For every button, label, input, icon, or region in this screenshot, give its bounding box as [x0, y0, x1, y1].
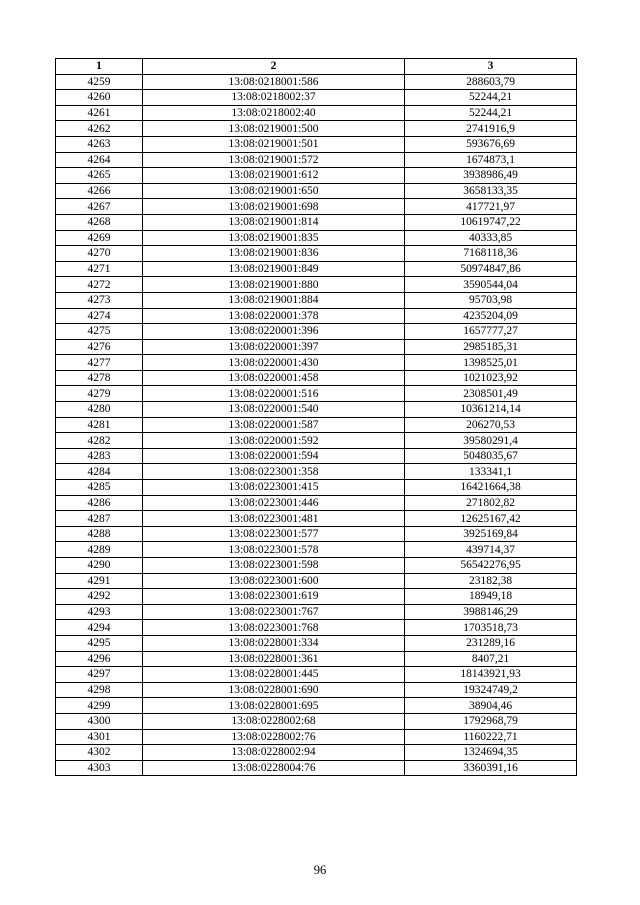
row-number-cell: 4276 [56, 339, 143, 355]
row-number-cell: 4262 [56, 121, 143, 137]
table-row [56, 183, 577, 199]
value-cell: 1160222,71 [405, 729, 577, 745]
cadastral-number-cell: 13:08:0228001:334 [143, 635, 405, 651]
row-number-cell: 4296 [56, 651, 143, 667]
row-number-cell: 4293 [56, 604, 143, 620]
table-row [56, 402, 577, 418]
value-cell: 3938986,49 [405, 168, 577, 184]
table-row [56, 386, 577, 402]
cadastral-number-cell: 13:08:0219001:814 [143, 214, 405, 230]
value-cell: 12625167,42 [405, 511, 577, 527]
cadastral-number-cell: 13:08:0228001:445 [143, 667, 405, 683]
cadastral-number-cell: 13:08:0220001:430 [143, 355, 405, 371]
cadastral-number-cell: 13:08:0219001:880 [143, 277, 405, 293]
cadastral-number-cell: 13:08:0228001:690 [143, 682, 405, 698]
row-number-cell: 4302 [56, 745, 143, 761]
cadastral-number-cell: 13:08:0228002:94 [143, 745, 405, 761]
value-cell: 231289,16 [405, 635, 577, 651]
value-cell: 40333,85 [405, 230, 577, 246]
table-row [56, 339, 577, 355]
cadastral-number-cell: 13:08:0219001:572 [143, 152, 405, 168]
table-row [56, 713, 577, 729]
cadastral-number-cell: 13:08:0223001:358 [143, 464, 405, 480]
cadastral-number-cell: 13:08:0218002:37 [143, 90, 405, 106]
value-cell: 16421664,38 [405, 480, 577, 496]
cadastral-number-cell: 13:08:0223001:415 [143, 480, 405, 496]
table-row [56, 651, 577, 667]
row-number-cell: 4294 [56, 620, 143, 636]
cadastral-number-cell: 13:08:0220001:396 [143, 324, 405, 340]
row-number-cell: 4281 [56, 417, 143, 433]
page-number: 96 [313, 863, 327, 877]
column-header-1: 1 [56, 59, 143, 75]
row-number-cell: 4260 [56, 90, 143, 106]
row-number-cell: 4266 [56, 183, 143, 199]
table-row [56, 698, 577, 714]
table-row [56, 480, 577, 496]
data-table [55, 58, 577, 776]
value-cell: 18143921,93 [405, 667, 577, 683]
value-cell: 19324749,2 [405, 682, 577, 698]
value-cell: 206270,53 [405, 417, 577, 433]
value-cell: 2308501,49 [405, 386, 577, 402]
row-number-cell: 4292 [56, 589, 143, 605]
row-number-cell: 4295 [56, 635, 143, 651]
table-row [56, 448, 577, 464]
cadastral-number-cell: 13:08:0223001:481 [143, 511, 405, 527]
table-row [56, 760, 577, 776]
value-cell: 1657777,27 [405, 324, 577, 340]
row-number-cell: 4264 [56, 152, 143, 168]
value-cell: 38904,46 [405, 698, 577, 714]
row-number-cell: 4275 [56, 324, 143, 340]
value-cell: 18949,18 [405, 589, 577, 605]
row-number-cell: 4265 [56, 168, 143, 184]
table-row [56, 199, 577, 215]
row-number-cell: 4279 [56, 386, 143, 402]
value-cell: 417721,97 [405, 199, 577, 215]
table-row [56, 105, 577, 121]
row-number-cell: 4272 [56, 277, 143, 293]
cadastral-number-cell: 13:08:0219001:849 [143, 261, 405, 277]
value-cell: 5048035,67 [405, 448, 577, 464]
cadastral-number-cell: 13:08:0218001:586 [143, 74, 405, 90]
table-header [56, 59, 577, 75]
row-number-cell: 4303 [56, 760, 143, 776]
row-number-cell: 4288 [56, 526, 143, 542]
value-cell: 2741916,9 [405, 121, 577, 137]
row-number-cell: 4286 [56, 495, 143, 511]
table-row [56, 542, 577, 558]
row-number-cell: 4280 [56, 402, 143, 418]
cadastral-number-cell: 13:08:0228004:76 [143, 760, 405, 776]
row-number-cell: 4285 [56, 480, 143, 496]
table-row [56, 667, 577, 683]
table-row [56, 417, 577, 433]
table-row [56, 355, 577, 371]
cadastral-number-cell: 13:08:0219001:612 [143, 168, 405, 184]
table-row [56, 370, 577, 386]
table-row [56, 136, 577, 152]
cadastral-number-cell: 13:08:0219001:698 [143, 199, 405, 215]
value-cell: 52244,21 [405, 105, 577, 121]
row-number-cell: 4298 [56, 682, 143, 698]
value-cell: 3658133,35 [405, 183, 577, 199]
table-row [56, 635, 577, 651]
cadastral-number-cell: 13:08:0220001:516 [143, 386, 405, 402]
cadastral-number-cell: 13:08:0223001:577 [143, 526, 405, 542]
table-row [56, 620, 577, 636]
header-row [56, 59, 577, 75]
row-number-cell: 4297 [56, 667, 143, 683]
cadastral-number-cell: 13:08:0228001:361 [143, 651, 405, 667]
row-number-cell: 4274 [56, 308, 143, 324]
row-number-cell: 4301 [56, 729, 143, 745]
table-row [56, 558, 577, 574]
table-row [56, 214, 577, 230]
value-cell: 3925169,84 [405, 526, 577, 542]
table-row [56, 573, 577, 589]
row-number-cell: 4291 [56, 573, 143, 589]
cadastral-number-cell: 13:08:0220001:378 [143, 308, 405, 324]
table-row [56, 589, 577, 605]
cadastral-number-cell: 13:08:0223001:768 [143, 620, 405, 636]
table-row [56, 152, 577, 168]
cadastral-number-cell: 13:08:0223001:767 [143, 604, 405, 620]
value-cell: 133341,1 [405, 464, 577, 480]
table-row [56, 433, 577, 449]
value-cell: 1021023,92 [405, 370, 577, 386]
column-header-3: 3 [405, 59, 577, 75]
table-row [56, 168, 577, 184]
table-row [56, 308, 577, 324]
value-cell: 1398525,01 [405, 355, 577, 371]
cadastral-number-cell: 13:08:0223001:446 [143, 495, 405, 511]
row-number-cell: 4283 [56, 448, 143, 464]
table-row [56, 277, 577, 293]
value-cell: 3590544,04 [405, 277, 577, 293]
row-number-cell: 4300 [56, 713, 143, 729]
cadastral-number-cell: 13:08:0223001:578 [143, 542, 405, 558]
value-cell: 50974847,86 [405, 261, 577, 277]
value-cell: 10361214,14 [405, 402, 577, 418]
value-cell: 439714,37 [405, 542, 577, 558]
cadastral-number-cell: 13:08:0223001:598 [143, 558, 405, 574]
row-number-cell: 4277 [56, 355, 143, 371]
cadastral-number-cell: 13:08:0219001:650 [143, 183, 405, 199]
cadastral-number-cell: 13:08:0220001:592 [143, 433, 405, 449]
row-number-cell: 4282 [56, 433, 143, 449]
table-row [56, 526, 577, 542]
value-cell: 39580291,4 [405, 433, 577, 449]
cadastral-number-cell: 13:08:0223001:600 [143, 573, 405, 589]
value-cell: 2985185,31 [405, 339, 577, 355]
table-body [56, 74, 577, 776]
value-cell: 271802,82 [405, 495, 577, 511]
table-row [56, 729, 577, 745]
cadastral-number-cell: 13:08:0220001:594 [143, 448, 405, 464]
table-row [56, 495, 577, 511]
table-row [56, 511, 577, 527]
row-number-cell: 4273 [56, 292, 143, 308]
value-cell: 52244,21 [405, 90, 577, 106]
cadastral-number-cell: 13:08:0219001:500 [143, 121, 405, 137]
table-row [56, 261, 577, 277]
column-header-2: 2 [143, 59, 405, 75]
cadastral-number-cell: 13:08:0219001:501 [143, 136, 405, 152]
cadastral-number-cell: 13:08:0220001:458 [143, 370, 405, 386]
row-number-cell: 4270 [56, 246, 143, 262]
cadastral-number-cell: 13:08:0218002:40 [143, 105, 405, 121]
row-number-cell: 4287 [56, 511, 143, 527]
table-row [56, 464, 577, 480]
row-number-cell: 4259 [56, 74, 143, 90]
value-cell: 3360391,16 [405, 760, 577, 776]
cadastral-number-cell: 13:08:0228002:68 [143, 713, 405, 729]
table-row [56, 292, 577, 308]
table-row [56, 74, 577, 90]
table-row [56, 90, 577, 106]
value-cell: 1703518,73 [405, 620, 577, 636]
row-number-cell: 4267 [56, 199, 143, 215]
cadastral-number-cell: 13:08:0220001:540 [143, 402, 405, 418]
row-number-cell: 4299 [56, 698, 143, 714]
value-cell: 23182,38 [405, 573, 577, 589]
value-cell: 95703,98 [405, 292, 577, 308]
table-row [56, 604, 577, 620]
value-cell: 56542276,95 [405, 558, 577, 574]
cadastral-number-cell: 13:08:0228002:76 [143, 729, 405, 745]
cadastral-number-cell: 13:08:0220001:587 [143, 417, 405, 433]
row-number-cell: 4284 [56, 464, 143, 480]
table-row [56, 324, 577, 340]
value-cell: 593676,69 [405, 136, 577, 152]
cadastral-number-cell: 13:08:0223001:619 [143, 589, 405, 605]
cadastral-number-cell: 13:08:0219001:836 [143, 246, 405, 262]
row-number-cell: 4269 [56, 230, 143, 246]
table-row [56, 745, 577, 761]
cadastral-number-cell: 13:08:0228001:695 [143, 698, 405, 714]
cadastral-number-cell: 13:08:0219001:884 [143, 292, 405, 308]
row-number-cell: 4290 [56, 558, 143, 574]
value-cell: 1792968,79 [405, 713, 577, 729]
table-row [56, 121, 577, 137]
row-number-cell: 4278 [56, 370, 143, 386]
table-row [56, 246, 577, 262]
value-cell: 288603,79 [405, 74, 577, 90]
value-cell: 3988146,29 [405, 604, 577, 620]
value-cell: 1324694,35 [405, 745, 577, 761]
row-number-cell: 4261 [56, 105, 143, 121]
table-row [56, 682, 577, 698]
value-cell: 8407,21 [405, 651, 577, 667]
row-number-cell: 4263 [56, 136, 143, 152]
value-cell: 4235204,09 [405, 308, 577, 324]
value-cell: 10619747,22 [405, 214, 577, 230]
row-number-cell: 4289 [56, 542, 143, 558]
value-cell: 7168118,36 [405, 246, 577, 262]
row-number-cell: 4268 [56, 214, 143, 230]
value-cell: 1674873,1 [405, 152, 577, 168]
cadastral-number-cell: 13:08:0220001:397 [143, 339, 405, 355]
cadastral-number-cell: 13:08:0219001:835 [143, 230, 405, 246]
table-row [56, 230, 577, 246]
row-number-cell: 4271 [56, 261, 143, 277]
